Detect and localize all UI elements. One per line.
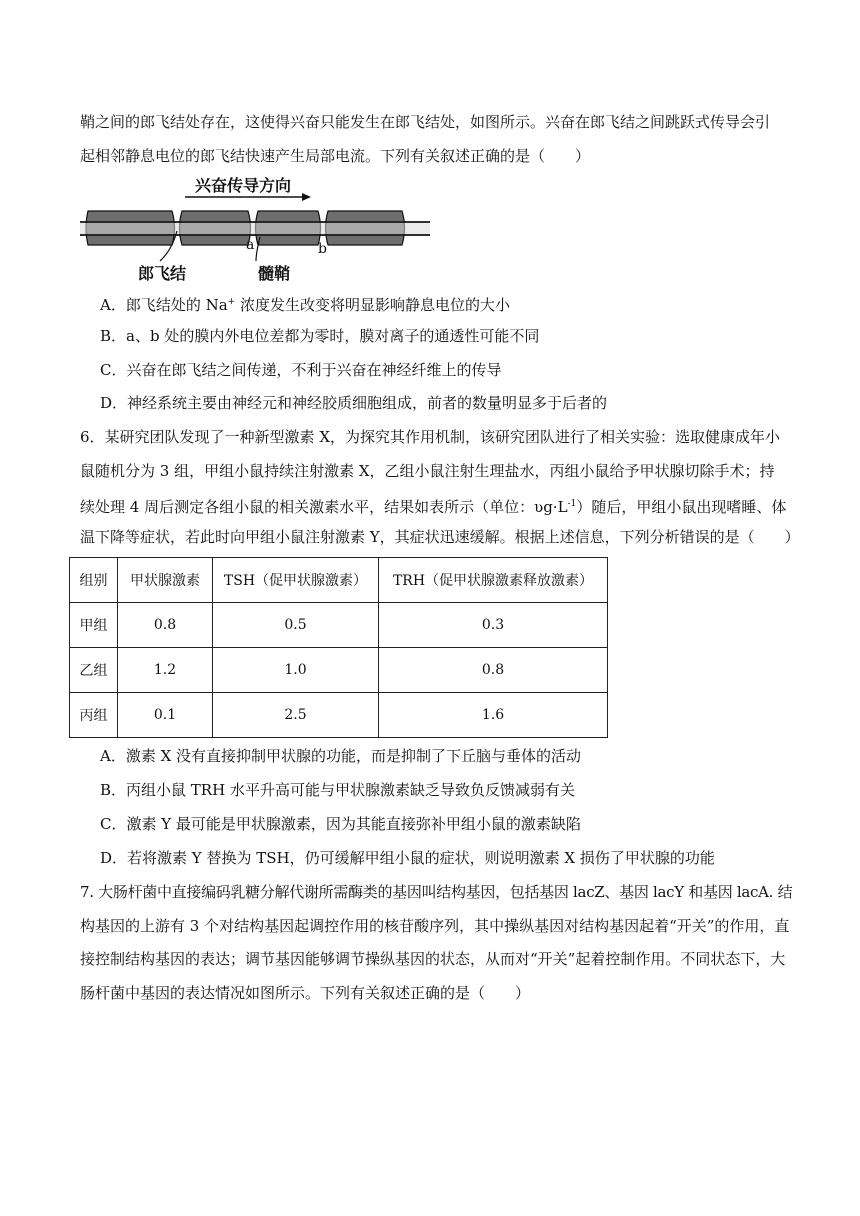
q7-stem-line-1: 7. 大肠杆菌中直接编码乳糖分解代谢所需酶类的基因叫结构基因，包括基因 lacZ、基因 lacY 和基因 lacA. 结 xyxy=(80,883,793,901)
q6-option-b: B．丙组小鼠 TRH 水平升高可能与甲状腺激素缺乏导致负反馈减弱有关 xyxy=(100,781,575,799)
q7-stem-line-3: 接控制结构基因的表达；调节基因能够调节操纵基因的状态，从而对“开关”起着控制作用。不同状态下，大 xyxy=(80,950,786,968)
table-cell: 丙组 xyxy=(70,693,118,738)
node-label: 郎飞结 xyxy=(138,264,187,283)
table-header-cell: TSH（促甲状腺激素） xyxy=(213,558,379,603)
q6-stem-line-3: 续处理 4 周后测定各组小鼠的相关激素水平，结果如表所示（单位：$ʋg\cdot L^{-1}$）随后，甲组小鼠出现嗜睡、体 xyxy=(80,498,787,516)
table-cell: 1.0 xyxy=(213,648,379,693)
table-cell: 0.8 xyxy=(118,603,213,648)
q6-option-c: C．激素 Y 最可能是甲状腺激素，因为其能直接弥补甲组小鼠的激素缺陷 xyxy=(100,815,581,833)
point-a-label: a xyxy=(246,237,255,253)
point-b-label: b xyxy=(318,241,327,257)
q5-option-c: C．兴奋在郎飞结之间传递，不利于兴奋在神经纤维上的传导 xyxy=(100,361,502,379)
table-cell: 2.5 xyxy=(213,693,379,738)
q5-option-a: A．郎飞结处的 Na+ 浓度发生改变将明显影响静息电位的大小 xyxy=(100,296,510,314)
q5-option-d: D．神经系统主要由神经元和神经胶质细胞组成，前者的数量明显多于后者的 xyxy=(100,394,608,412)
q6-stem-line-1: 6．某研究团队发现了一种新型激素 X，为探究其作用机制，该研究团队进行了相关实验：选取健康成年小 xyxy=(80,428,780,446)
table-cell: 0.1 xyxy=(118,693,213,738)
table-cell: 乙组 xyxy=(70,648,118,693)
nerve-fiber-figure xyxy=(80,175,430,285)
direction-arrowhead xyxy=(302,193,311,201)
q6-stem-line-2: 鼠随机分为 3 组，甲组小鼠持续注射激素 X，乙组小鼠注射生理盐水，丙组小鼠给予甲状腺切除手术；持 xyxy=(80,462,775,480)
table-cell: 0.3 xyxy=(379,603,608,648)
myelin-label: 髓鞘 xyxy=(258,264,291,283)
q5-stem-line-1: 鞘之间的郎飞结处存在，这使得兴奋只能发生在郎飞结处，如图所示。兴奋在郎飞结之间跳跃式传导会引 xyxy=(80,113,771,131)
table-cell: 1.6 xyxy=(379,693,608,738)
table-cell: 0.8 xyxy=(379,648,608,693)
table-header-row xyxy=(70,558,608,603)
table-cell: 0.5 xyxy=(213,603,379,648)
hormone-table xyxy=(69,557,608,738)
table-row xyxy=(70,693,608,738)
table-header-cell: TRH（促甲状腺激素释放激素） xyxy=(379,558,608,603)
q6-option-d: D．若将激素 Y 替换为 TSH，仍可缓解甲组小鼠的症状，则说明激素 X 损伤了甲状腺的功能 xyxy=(100,849,715,867)
q5-stem-line-2: 起相邻静息电位的郎飞结快速产生局部电流。下列有关叙述正确的是（ ） xyxy=(80,147,591,165)
q7-stem-line-4: 肠杆菌中基因的表达情况如图所示。下列有关叙述正确的是（ ） xyxy=(80,984,531,1002)
q5-option-b: B．a、b 处的膜内外电位差都为零时，膜对离子的通透性可能不同 xyxy=(100,327,540,345)
direction-label: 兴奋传导方向 xyxy=(195,176,292,195)
q7-stem-line-2: 构基因的上游有 3 个对结构基因起调控作用的核苷酸序列，其中操纵基因对结构基因起着“开关”的作用，直 xyxy=(80,917,790,935)
table-cell: 甲组 xyxy=(70,603,118,648)
table-row xyxy=(70,603,608,648)
table-cell: 1.2 xyxy=(118,648,213,693)
q6-stem-line-4: 温下降等症状，若此时向甲组小鼠注射激素 Y，其症状迅速缓解。根据上述信息，下列分析错误的是（ ） xyxy=(80,528,800,546)
table-header-cell: 组别 xyxy=(70,558,118,603)
table-row xyxy=(70,648,608,693)
table-header-cell: 甲状腺激素 xyxy=(118,558,213,603)
q6-option-a: A．激素 X 没有直接抑制甲状腺的功能，而是抑制了下丘脑与垂体的活动 xyxy=(100,747,582,765)
